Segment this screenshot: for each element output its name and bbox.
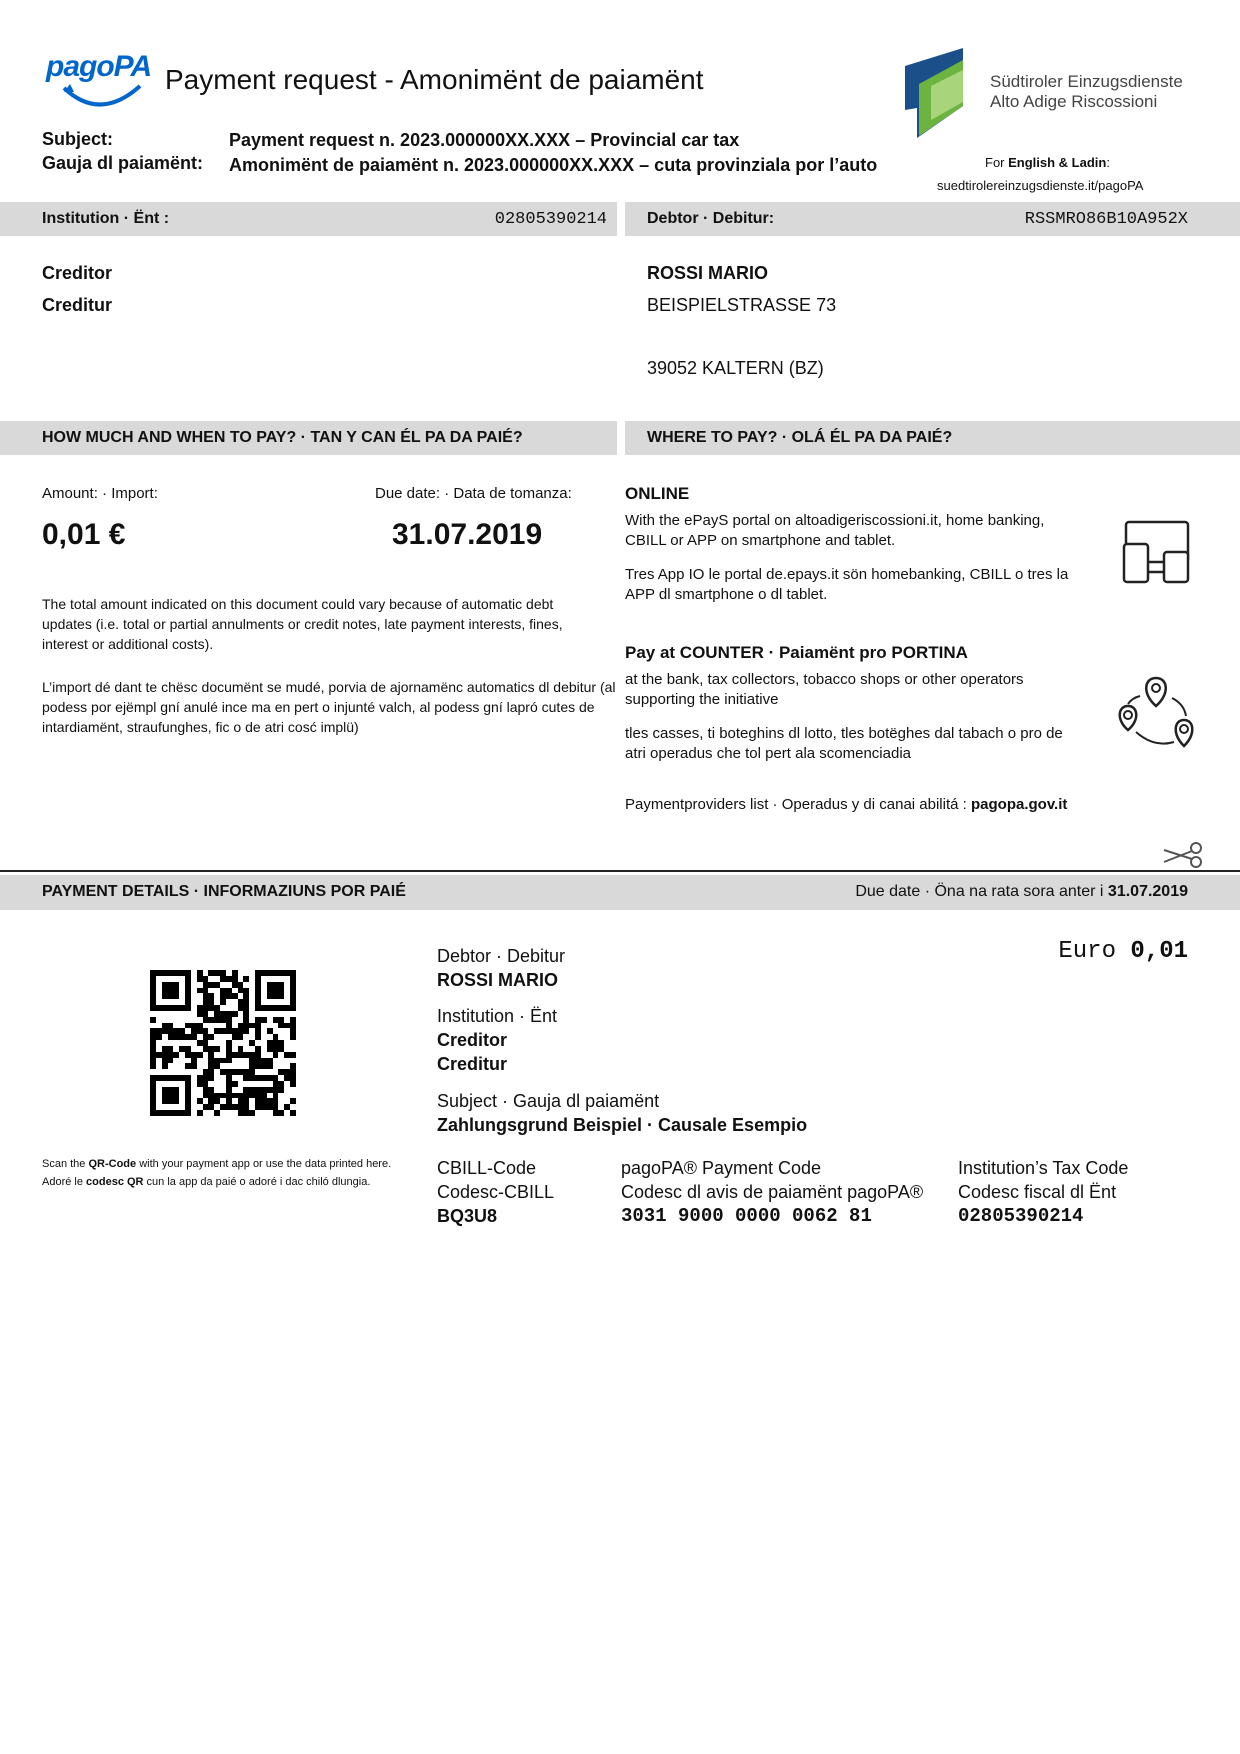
qr-note-1b: QR-Code [88, 1158, 137, 1170]
euro-amount [1058, 938, 1188, 965]
amount-value: 0,01 € [42, 518, 126, 551]
brand-logo-icon [905, 48, 965, 138]
brand-name-line2: Alto Adige Riscossioni [990, 92, 1158, 111]
pd-subject-label: Subject · Gauja dl paiamënt [437, 1091, 660, 1111]
qr-note-1c: with your payment app or use the data printed here. [136, 1158, 392, 1170]
cbill-label1: CBILL-Code [437, 1158, 537, 1178]
map-pins-icon [1114, 672, 1198, 754]
payment-due-prefix: Due date · Öna na rata sora anter i [855, 883, 1108, 900]
institution-label: Institution · Ënt : [42, 210, 170, 227]
euro-value: 0,01 [1130, 938, 1188, 965]
how-much-bar [0, 421, 617, 455]
english-ladin-prefix: For [985, 155, 1009, 170]
payment-details-header: PAYMENT DETAILS · INFORMAZIUNS POR PAIÉ [42, 883, 406, 900]
tax-code-value: 02805390214 [958, 1205, 1084, 1227]
qr-note-line2 [42, 1176, 370, 1188]
pagopa-code-value: 3031 9000 0000 0062 81 [621, 1205, 872, 1227]
qr-note-1a: Scan the [42, 1158, 89, 1170]
subject-label-lld: Gauja dl paiamënt: [42, 153, 204, 173]
pd-debtor-label: Debtor · Debitur [437, 946, 566, 966]
creditor-line1: Creditor [42, 263, 113, 283]
cbill-label2: Codesc-CBILL [437, 1182, 555, 1202]
tax-code-label1: Institution’s Tax Code [958, 1158, 1129, 1178]
english-ladin-note [985, 155, 1110, 170]
institution-code: 02805390214 [494, 210, 607, 229]
debtor-code: RSSMRO86B10A952X [1024, 210, 1188, 229]
debtor-city: 39052 KALTERN (BZ) [647, 358, 824, 378]
qr-note-line1 [42, 1158, 391, 1170]
pd-creditor-line1: Creditor [437, 1030, 508, 1050]
pagopa-logo [46, 48, 152, 118]
payment-details-bar [0, 875, 1240, 910]
pd-creditor-line2: Creditur [437, 1054, 508, 1074]
note-lld: L’import dé dant te chësc documënt se mudé, porvia de ajornamënc automatics dl debitur (al podess por ejëmpl gní anulé ince ma en pert o injunté valch, al podess gní lapró cutes de intardiamënt, straufunghes, fic o de atri cosć implü) [42, 679, 616, 735]
qr-code [150, 970, 296, 1116]
euro-label: Euro [1058, 938, 1116, 965]
page-title: Payment request - Amonimënt de paiamënt [165, 64, 704, 95]
brand-logo [905, 48, 965, 138]
providers-line [625, 795, 1067, 815]
qr-note-2b: codesc QR [86, 1176, 144, 1188]
brand-name-line1: Südtiroler Einzugsdienste [990, 72, 1183, 91]
scissors-icon [1162, 840, 1206, 870]
pagopa-code-label2: Codesc dl avis de paiamënt pagoPA® [621, 1182, 924, 1202]
where-bar [625, 421, 1240, 455]
note-en: The total amount indicated on this document could vary because of automatic debt updates (i.e. total or partial annulments or credit notes, late payment interests, fines, interest or additional costs). [42, 596, 563, 652]
pd-debtor-name: ROSSI MARIO [437, 970, 559, 990]
counter-en: at the bank, tax collectors, tobacco shops or other operators supporting the initiative [625, 671, 1024, 708]
subject-lld: Amonimënt de paiamënt n. 2023.000000XX.XXX – cuta provinziala por l’auto [229, 155, 878, 175]
providers-text: Paymentproviders list · Operadus y di canai abilitá : [625, 796, 971, 813]
qr-module [290, 1110, 296, 1116]
amount-label: Amount: · Import: [42, 485, 158, 502]
cbill-value: BQ3U8 [437, 1206, 498, 1226]
qr-note-2a: Adoré le [42, 1176, 87, 1188]
how-much-header: HOW MUCH AND WHEN TO PAY? · TAN Y CAN ÉL PA DA PAIÉ? [42, 429, 523, 446]
debtor-bar [625, 202, 1240, 236]
subject-en: Payment request n. 2023.000000XX.XXX – Provincial car tax [229, 130, 740, 150]
devices-icon [1122, 520, 1192, 584]
institution-bar [0, 202, 617, 236]
english-ladin-url[interactable]: suedtirolereinzugsdienste.it/pagoPA [937, 178, 1144, 193]
creditor-line2: Creditur [42, 295, 113, 315]
online-en: With the ePayS portal on altoadigeriscossioni.it, home banking, CBILL or APP on smartphone and tablet. [625, 512, 1045, 549]
debtor-name: ROSSI MARIO [647, 263, 769, 283]
providers-link[interactable]: pagopa.gov.it [971, 796, 1068, 813]
english-ladin-suffix: : [1106, 155, 1110, 170]
english-ladin-bold: English & Ladin [1008, 155, 1107, 170]
cut-line [0, 870, 1240, 872]
due-label: Due date: · Data de tomanza: [375, 485, 572, 502]
pagopa-swoosh-icon [60, 82, 144, 118]
where-header: WHERE TO PAY? · OLÁ ÉL PA DA PAIÉ? [647, 429, 953, 446]
tax-code-label2: Codesc fiscal dl Ënt [958, 1182, 1117, 1202]
due-value: 31.07.2019 [392, 518, 543, 551]
pagopa-logo-text: pagoPA [46, 50, 152, 83]
online-lld: Tres App IO le portal de.epays.it sön homebanking, CBILL o tres la APP dl smartphone o dl tablet. [625, 566, 1069, 603]
subject-label-en: Subject: [42, 129, 114, 149]
online-title: ONLINE [625, 484, 690, 503]
counter-lld: tles casses, ti boteghins dl lotto, tles botëghes dal tabach o pro de atri operadus che tol pert ala scomenciadia [625, 725, 1063, 762]
payment-due-value: 31.07.2019 [1107, 883, 1188, 900]
pagopa-code-label1: pagoPA® Payment Code [621, 1158, 822, 1178]
qr-note-2c: cun la app da paié o adoré i dac chiló dlungia. [143, 1176, 371, 1188]
debtor-label: Debtor · Debitur: [647, 210, 775, 227]
payment-due-line [855, 883, 1188, 901]
counter-title: Pay at COUNTER · Paiamënt pro PORTINA [625, 643, 968, 662]
pd-subject-value: Zahlungsgrund Beispiel · Causale Esempio [437, 1115, 808, 1135]
debtor-street: BEISPIELSTRASSE 73 [647, 295, 837, 315]
pd-institution-label: Institution · Ënt [437, 1006, 558, 1026]
